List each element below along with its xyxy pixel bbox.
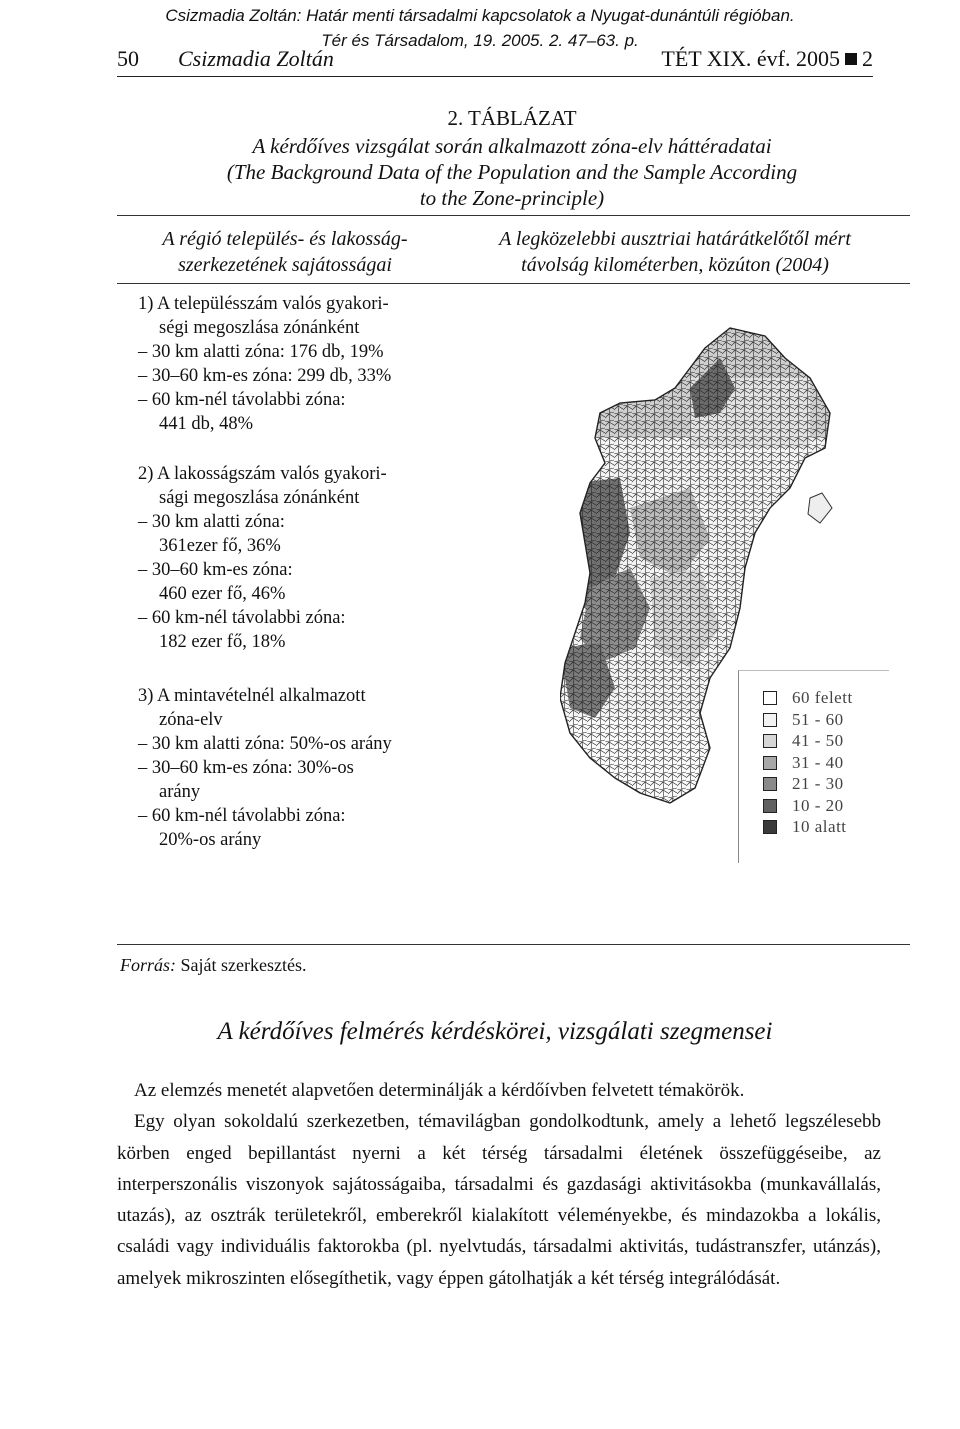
block-line: – 60 km-nél távolabbi zóna:	[138, 608, 346, 628]
legend-swatch	[763, 820, 777, 834]
table-title-hu: A kérdőíves vizsgálat során alkalmazott zóna-elv háttéradatai	[252, 134, 772, 158]
legend-label: 31 - 40	[792, 752, 844, 772]
legend-label: 41 - 50	[792, 731, 844, 750]
block-line: – 30 km alatti zóna:	[138, 512, 285, 532]
block-line: 1) A településszám valós gyakori-	[138, 294, 389, 314]
block-line: 460 ezer fő, 46%	[159, 584, 286, 604]
column-header-right-line-1: A legközelebbi ausztriai határátkelőtől mért	[499, 228, 851, 250]
block-line: sági megoszlása zónánként	[159, 488, 360, 508]
block-line: 2) A lakosságszám valós gyakori-	[138, 464, 387, 484]
block-line: – 30–60 km-es zóna: 30%-os	[138, 758, 354, 778]
header-journal	[661, 46, 873, 72]
table-top-rule	[117, 215, 910, 216]
journal-name: TÉT XIX. évf. 2005	[661, 46, 840, 71]
page-number: 50	[117, 46, 139, 71]
block-line: – 30–60 km-es zóna:	[138, 560, 293, 580]
legend-label: 60 felett	[792, 688, 853, 707]
table-header-rule	[117, 283, 910, 284]
legend-label: 10 - 20	[792, 795, 844, 815]
column-header-left-line-2: szerkezetének sajátosságai	[178, 254, 392, 276]
column-header-left-line-1: A régió település- és lakosság-	[162, 228, 408, 250]
legend-swatch	[763, 691, 777, 705]
table-title-en-2: to the Zone-principle)	[419, 186, 605, 210]
column-header-left	[130, 226, 440, 278]
legend-swatch	[763, 756, 777, 770]
paragraph-line-1: Az elemzés menetét alapvetően determinálják a kérdőívben felvetett témakörök.	[134, 1080, 745, 1101]
block-line: – 30 km alatti zóna: 176 db, 19%	[138, 342, 384, 362]
body-paragraph	[117, 1075, 881, 1294]
block-line: 20%-os arány	[159, 830, 262, 850]
square-bullet-icon	[845, 53, 857, 65]
column-header-right-line-2: távolság kilométerben, közúton (2004)	[521, 254, 829, 276]
table-title-en-1: (The Background Data of the Population and the Sample According	[226, 160, 798, 184]
citation-line-1: Csizmadia Zoltán: Határ menti társadalmi kapcsolatok a Nyugat-dunántúli régióban.	[165, 6, 795, 25]
legend-swatch	[763, 777, 777, 791]
block-line: – 30 km alatti zóna: 50%-os arány	[138, 734, 392, 754]
table-label: 2. TÁBLÁZAT	[447, 106, 577, 130]
journal-issue: 2	[862, 46, 873, 71]
source-label: Forrás:	[120, 955, 177, 975]
legend-label: 51 - 60	[792, 709, 844, 729]
block-line: – 60 km-nél távolabbi zóna:	[138, 806, 346, 826]
legend-swatch	[763, 799, 777, 813]
data-block-sampling	[138, 684, 392, 852]
table-bottom-rule	[117, 944, 910, 945]
block-line: 3) A mintavételnél alkalmazott	[138, 686, 366, 706]
citation-line-2: Tér és Társadalom, 19. 2005. 2. 47–63. p.	[321, 31, 639, 50]
legend-swatch	[763, 734, 777, 748]
data-block-population	[138, 462, 387, 654]
block-line: zóna-elv	[159, 710, 223, 730]
running-header	[117, 46, 873, 77]
header-author: Csizmadia Zoltán	[178, 46, 334, 71]
source-text: Saját szerkesztés.	[180, 955, 307, 975]
column-header-right	[470, 226, 880, 278]
block-line: arány	[159, 782, 201, 802]
legend-label: 21 - 30	[792, 774, 844, 793]
block-line: ségi megoszlása zónánként	[159, 318, 360, 338]
legend-swatch	[763, 713, 777, 727]
block-line: – 30–60 km-es zóna: 299 db, 33%	[138, 366, 392, 386]
block-line: 182 ezer fő, 18%	[159, 632, 286, 652]
section-title: A kérdőíves felmérés kérdéskörei, vizsgálati szegmensei	[217, 1018, 773, 1045]
block-line: – 60 km-nél távolabbi zóna:	[138, 390, 346, 410]
block-line: 361ezer fő, 36%	[159, 536, 281, 556]
legend-label: 10 alatt	[792, 817, 847, 836]
data-block-settlements	[138, 292, 391, 436]
block-line: 441 db, 48%	[159, 414, 254, 434]
paragraph-text: Egy olyan sokoldalú szerkezetben, témavilágban gondolkodtunk, amely a lehető legszélesebb körben enged bepillantást nyerni a két térség társadalmi életének összefüggéseibe, az interperszonális viszonyok sajátosságaiba, társadalmi és gazdasági aktivitásokba (munkavállalás, utazás), az osztrák területekről, emberekről kialakított véleményekbe, és mindazokba a lokális, családi vagy individuális faktorokba (pl. nyelvtudás, társadalmi aktivitás, tudástranszfer, utánzás), amelyek mikroszinten elősegíthetik, vagy éppen gátolhatják a két térség integrálódását.	[117, 1111, 881, 1289]
table-source	[120, 955, 306, 976]
